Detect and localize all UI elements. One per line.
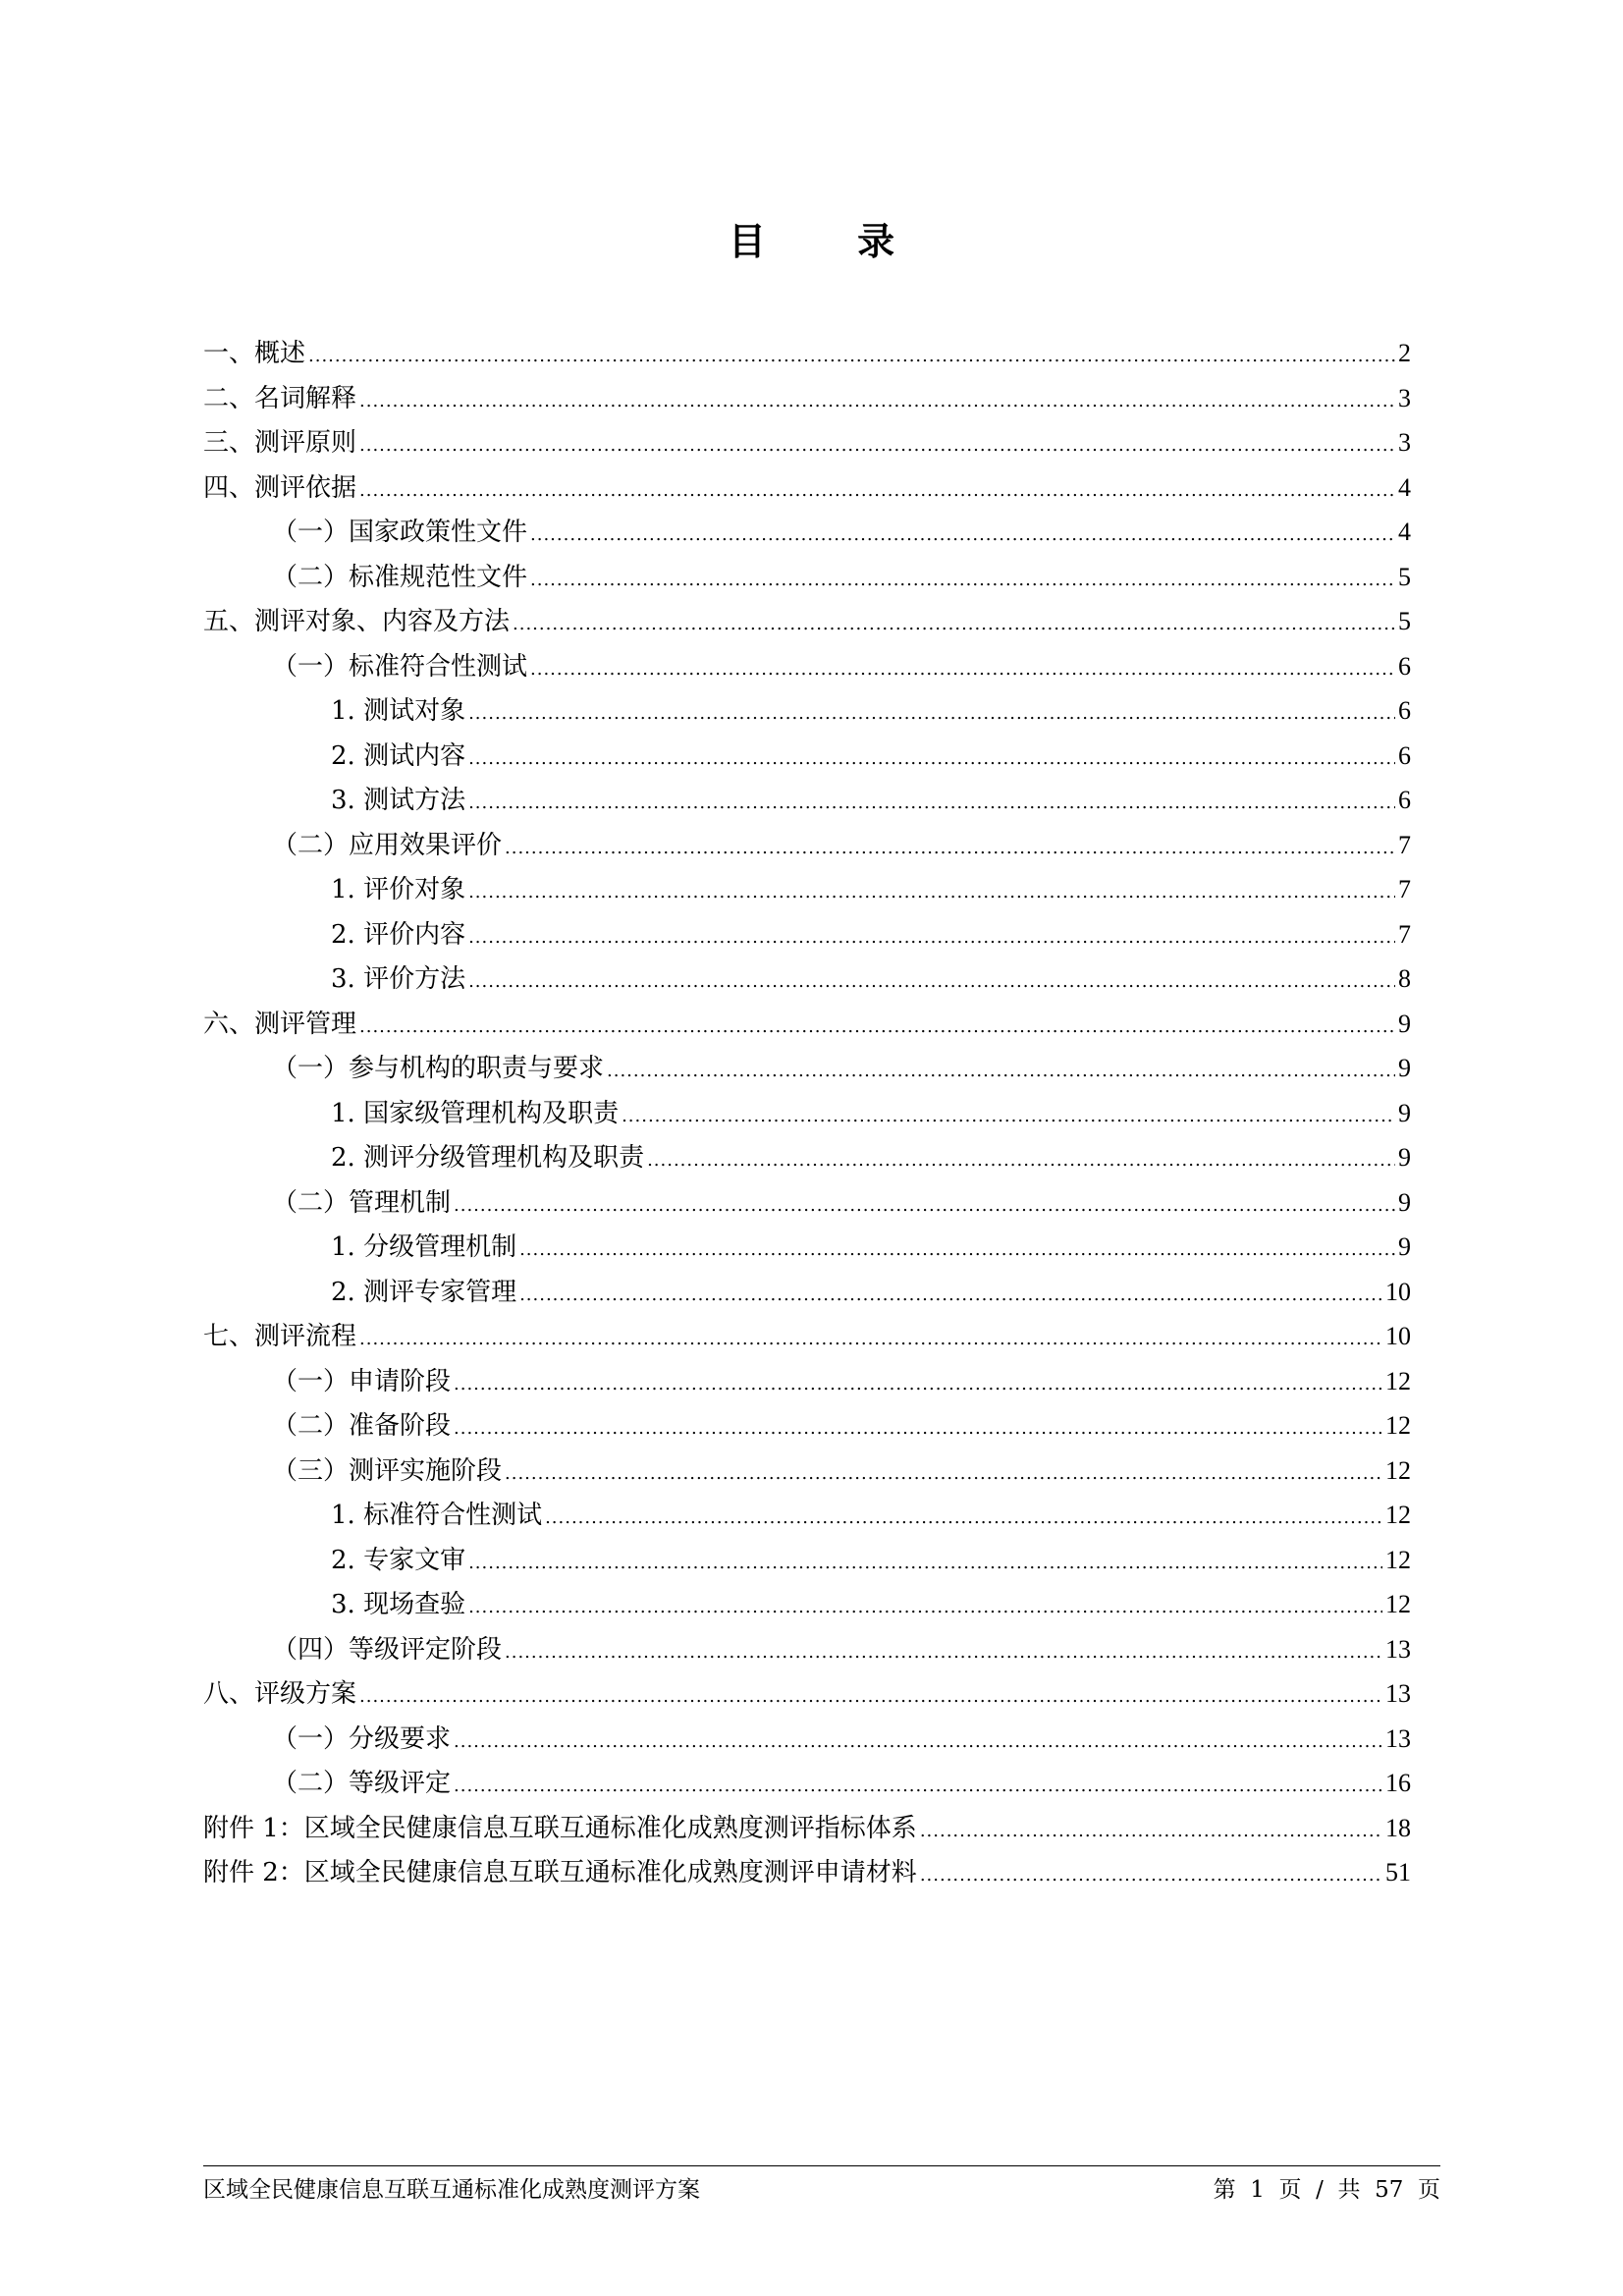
toc-entry-label: （四）等级评定阶段	[272, 1634, 503, 1665]
toc-entry-page-number: 13	[1385, 1723, 1411, 1753]
toc-entry-label: （二）应用效果评价	[272, 830, 503, 860]
toc-entry-label: （三）测评实施阶段	[272, 1455, 503, 1486]
toc-entry-page-number: 6	[1398, 786, 1411, 814]
toc-entry-label: 五、测评对象、内容及方法	[203, 607, 511, 636]
toc-entry[interactable]	[203, 1002, 1411, 1047]
toc-entry[interactable]	[203, 688, 1411, 734]
toc-entry-label: 六、测评管理	[203, 1009, 357, 1039]
toc-dot-leader	[468, 870, 1395, 915]
toc-entry[interactable]	[203, 1627, 1411, 1672]
toc-dot-leader	[359, 379, 1395, 424]
toc-entry-label: （一）申请阶段	[272, 1366, 452, 1396]
toc-entry[interactable]	[203, 1046, 1411, 1091]
toc-dot-leader	[920, 1809, 1382, 1854]
toc-entry-label: 四、测评依据	[203, 472, 357, 503]
toc-entry-label: 二、名词解释	[203, 383, 357, 413]
toc-dot-leader	[454, 1362, 1382, 1407]
toc-entry-label: 1. 分级管理机制	[331, 1232, 517, 1262]
toc-entry[interactable]	[203, 867, 1411, 912]
toc-entry[interactable]	[203, 1135, 1411, 1180]
toc-dot-leader	[505, 1630, 1382, 1675]
toc-entry-page-number: 13	[1385, 1679, 1411, 1708]
toc-dot-leader	[920, 1853, 1382, 1898]
toc-entry-page-number: 12	[1385, 1455, 1411, 1485]
toc-dot-leader	[468, 915, 1395, 960]
toc-entry-label: 三、测评原则	[203, 428, 357, 458]
toc-entry[interactable]	[203, 1806, 1411, 1851]
toc-entry-page-number: 6	[1398, 651, 1411, 681]
toc-dot-leader	[519, 1273, 1382, 1318]
toc-entry-page-number: 9	[1398, 1098, 1411, 1127]
toc-entry[interactable]	[203, 1538, 1411, 1583]
toc-dot-leader	[359, 1674, 1382, 1720]
toc-entry[interactable]	[203, 1717, 1411, 1762]
footer-page-info: 第 1 页 / 共 57 页	[1213, 2177, 1440, 2203]
toc-dot-leader	[545, 1496, 1382, 1541]
toc-entry[interactable]	[203, 555, 1411, 600]
toc-entry-page-number: 12	[1385, 1545, 1411, 1574]
toc-dot-leader	[308, 334, 1395, 379]
toc-entry-label: （一）参与机构的职责与要求	[272, 1054, 605, 1083]
toc-entry[interactable]	[203, 331, 1411, 376]
toc-entry-page-number: 9	[1398, 1143, 1411, 1172]
toc-entry-label: 2. 测试内容	[331, 740, 466, 771]
toc-dot-leader	[468, 781, 1395, 826]
toc-dot-leader	[359, 423, 1395, 468]
toc-dot-leader	[454, 1764, 1382, 1809]
toc-entry-page-number: 12	[1385, 1501, 1411, 1529]
toc-entry-label: （二）管理机制	[272, 1187, 452, 1218]
toc-entry-label: 3. 评价方法	[331, 964, 466, 994]
toc-dot-leader	[359, 1317, 1382, 1362]
toc-entry[interactable]	[203, 1180, 1411, 1226]
toc-entry-page-number: 2	[1398, 339, 1411, 367]
toc-entry-label: 2. 测评专家管理	[331, 1277, 517, 1307]
toc-entry-page-number: 12	[1385, 1411, 1411, 1440]
toc-dot-leader	[468, 959, 1395, 1005]
toc-entry-page-number: 5	[1398, 562, 1411, 591]
footer-document-title: 区域全民健康信息互联互通标准化成熟度测评方案	[203, 2177, 700, 2203]
toc-entry[interactable]	[203, 644, 1411, 689]
table-of-contents	[203, 331, 1411, 1895]
toc-dot-leader	[647, 1138, 1395, 1183]
toc-entry-page-number: 12	[1385, 1366, 1411, 1395]
toc-entry-label: 八、评级方案	[203, 1679, 357, 1709]
toc-dot-leader	[607, 1049, 1395, 1094]
toc-entry-page-number: 12	[1385, 1590, 1411, 1618]
toc-entry-page-number: 4	[1398, 472, 1411, 502]
toc-entry[interactable]	[203, 1582, 1411, 1627]
toc-entry-label: 1. 国家级管理机构及职责	[331, 1098, 620, 1128]
toc-entry[interactable]	[203, 376, 1411, 421]
page-title: 目 录	[728, 219, 935, 263]
toc-dot-leader	[468, 691, 1395, 737]
toc-dot-leader	[505, 1451, 1382, 1497]
toc-entry-page-number: 9	[1398, 1054, 1411, 1082]
toc-entry-label: 一、概述	[203, 339, 306, 368]
toc-dot-leader	[513, 602, 1395, 647]
toc-entry-page-number: 13	[1385, 1634, 1411, 1664]
toc-entry[interactable]	[203, 1493, 1411, 1538]
toc-entry[interactable]	[203, 599, 1411, 644]
toc-entry[interactable]	[203, 1091, 1411, 1136]
toc-entry-page-number: 16	[1385, 1769, 1411, 1797]
toc-dot-leader	[530, 647, 1395, 692]
toc-entry[interactable]	[203, 1403, 1411, 1449]
toc-entry-page-number: 5	[1398, 607, 1411, 635]
toc-entry-page-number: 7	[1398, 830, 1411, 859]
toc-entry-page-number: 10	[1385, 1322, 1411, 1350]
toc-entry[interactable]	[203, 1449, 1411, 1494]
toc-dot-leader	[359, 1005, 1395, 1050]
toc-entry[interactable]	[203, 510, 1411, 555]
toc-entry[interactable]	[203, 823, 1411, 868]
toc-entry-label: 1. 评价对象	[331, 875, 466, 904]
toc-entry[interactable]	[203, 1270, 1411, 1315]
toc-dot-leader	[454, 1406, 1382, 1451]
toc-entry-page-number: 10	[1385, 1277, 1411, 1306]
toc-entry-page-number: 7	[1398, 919, 1411, 949]
toc-entry-label: 1. 测试对象	[331, 696, 466, 726]
toc-entry-page-number: 9	[1398, 1009, 1411, 1038]
toc-entry-page-number: 9	[1398, 1187, 1411, 1217]
toc-entry-page-number: 3	[1398, 383, 1411, 412]
toc-dot-leader	[519, 1228, 1395, 1273]
toc-entry-label: 3. 测试方法	[331, 786, 466, 815]
toc-dot-leader	[530, 558, 1395, 603]
toc-entry[interactable]	[203, 912, 1411, 957]
toc-entry-page-number: 4	[1398, 518, 1411, 546]
toc-entry[interactable]	[203, 734, 1411, 779]
toc-dot-leader	[454, 1183, 1395, 1229]
toc-dot-leader	[468, 1541, 1382, 1586]
toc-entry-label: （一）标准符合性测试	[272, 651, 528, 682]
toc-entry-label: （一）国家政策性文件	[272, 518, 528, 547]
toc-entry[interactable]	[203, 1761, 1411, 1806]
toc-entry-label: 3. 现场查验	[331, 1590, 466, 1619]
toc-entry-label: 2. 专家文审	[331, 1545, 466, 1575]
toc-entry-page-number: 51	[1385, 1858, 1411, 1886]
toc-entry[interactable]	[203, 1225, 1411, 1270]
toc-entry[interactable]	[203, 465, 1411, 511]
toc-entry-page-number: 8	[1398, 964, 1411, 993]
toc-entry[interactable]	[203, 1314, 1411, 1359]
toc-entry-label: （二）标准规范性文件	[272, 562, 528, 592]
toc-entry-page-number: 18	[1385, 1813, 1411, 1842]
toc-entry-label: 1. 标准符合性测试	[331, 1501, 543, 1530]
toc-entry[interactable]	[203, 778, 1411, 823]
toc-entry-label: （一）分级要求	[272, 1723, 452, 1754]
toc-entry-label: （二）等级评定	[272, 1769, 452, 1798]
toc-entry-label: （二）准备阶段	[272, 1411, 452, 1441]
toc-entry-page-number: 7	[1398, 875, 1411, 903]
toc-dot-leader	[530, 513, 1395, 558]
toc-entry-page-number: 9	[1398, 1232, 1411, 1261]
toc-entry-page-number: 6	[1398, 696, 1411, 725]
toc-dot-leader	[468, 737, 1395, 782]
toc-entry-label: 附件 2：区域全民健康信息互联互通标准化成熟度测评申请材料	[203, 1858, 917, 1887]
toc-entry[interactable]	[203, 1359, 1411, 1404]
toc-dot-leader	[454, 1720, 1382, 1765]
toc-entry-page-number: 3	[1398, 428, 1411, 457]
toc-entry[interactable]	[203, 1850, 1411, 1895]
toc-dot-leader	[359, 468, 1395, 514]
toc-dot-leader	[468, 1585, 1382, 1630]
toc-dot-leader	[505, 826, 1395, 871]
toc-dot-leader	[622, 1094, 1395, 1139]
footer-divider	[203, 2165, 1440, 2166]
toc-entry[interactable]	[203, 420, 1411, 465]
toc-entry-label: 附件 1：区域全民健康信息互联互通标准化成熟度测评指标体系	[203, 1813, 917, 1843]
toc-entry-label: 七、测评流程	[203, 1322, 357, 1351]
toc-entry[interactable]	[203, 957, 1411, 1002]
toc-entry[interactable]	[203, 1671, 1411, 1717]
toc-entry-page-number: 6	[1398, 740, 1411, 770]
toc-entry-label: 2. 测评分级管理机构及职责	[331, 1143, 645, 1173]
toc-entry-label: 2. 评价内容	[331, 919, 466, 950]
